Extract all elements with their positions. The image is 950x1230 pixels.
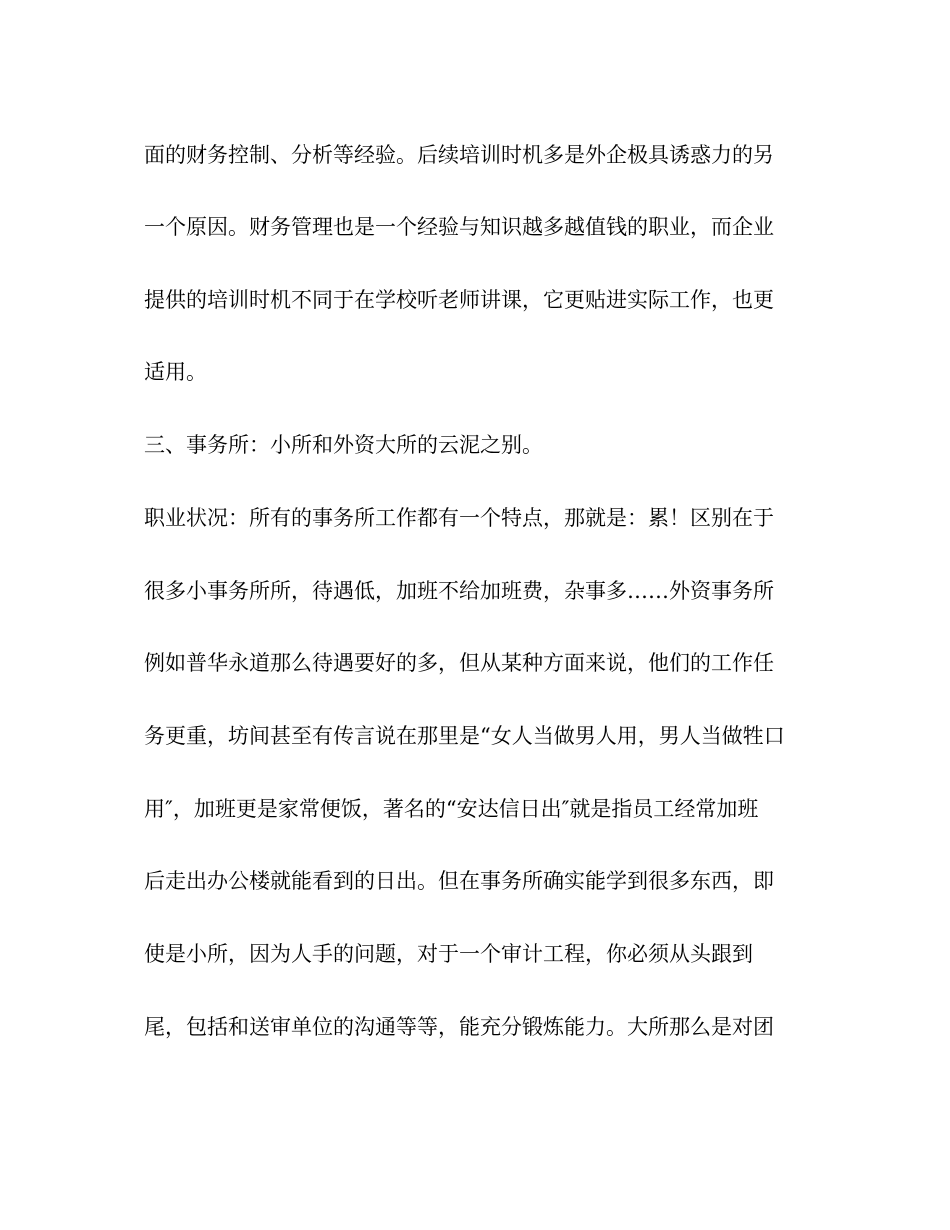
text-line-4: 适用。 (144, 360, 207, 384)
text-line-7: 很多小事务所所，待遇低，加班不给加班费，杂事多……外资事务所 (144, 579, 774, 603)
text-line-11: 后走出办公楼就能看到的日出。但在事务所确实能学到很多东西，即 (144, 869, 774, 893)
text-line-8: 例如普华永道那么待遇要好的多，但从某种方面来说，他们的工作任 (144, 651, 774, 675)
text-line-13: 尾，包括和送审单位的沟通等等，能充分锻炼能力。大所那么是对团 (144, 1015, 774, 1039)
text-line-3: 提供的培训时机不同于在学校听老师讲课，它更贴进实际工作，也更 (144, 288, 774, 312)
text-line-1: 面的财务控制、分析等经验。后续培训时机多是外企极具诱惑力的另 (144, 143, 774, 167)
text-line-6: 职业状况：所有的事务所工作都有一个特点，那就是：累！区别在于 (144, 506, 774, 530)
text-line-2: 一个原因。财务管理也是一个经验与知识越多越值钱的职业，而企业 (144, 215, 774, 239)
text-line-10: 用″，加班更是家常便饭，著名的“安达信日出″就是指员工经常加班 (144, 797, 759, 821)
text-line-12: 使是小所，因为人手的问题，对于一个审计工程，你必须从头跟到 (144, 942, 753, 966)
text-line-9: 务更重，坊间甚至有传言说在那里是“女人当做男人用，男人当做牲口 (144, 724, 785, 748)
section-heading: 三、事务所：小所和外资大所的云泥之别。 (144, 433, 543, 457)
